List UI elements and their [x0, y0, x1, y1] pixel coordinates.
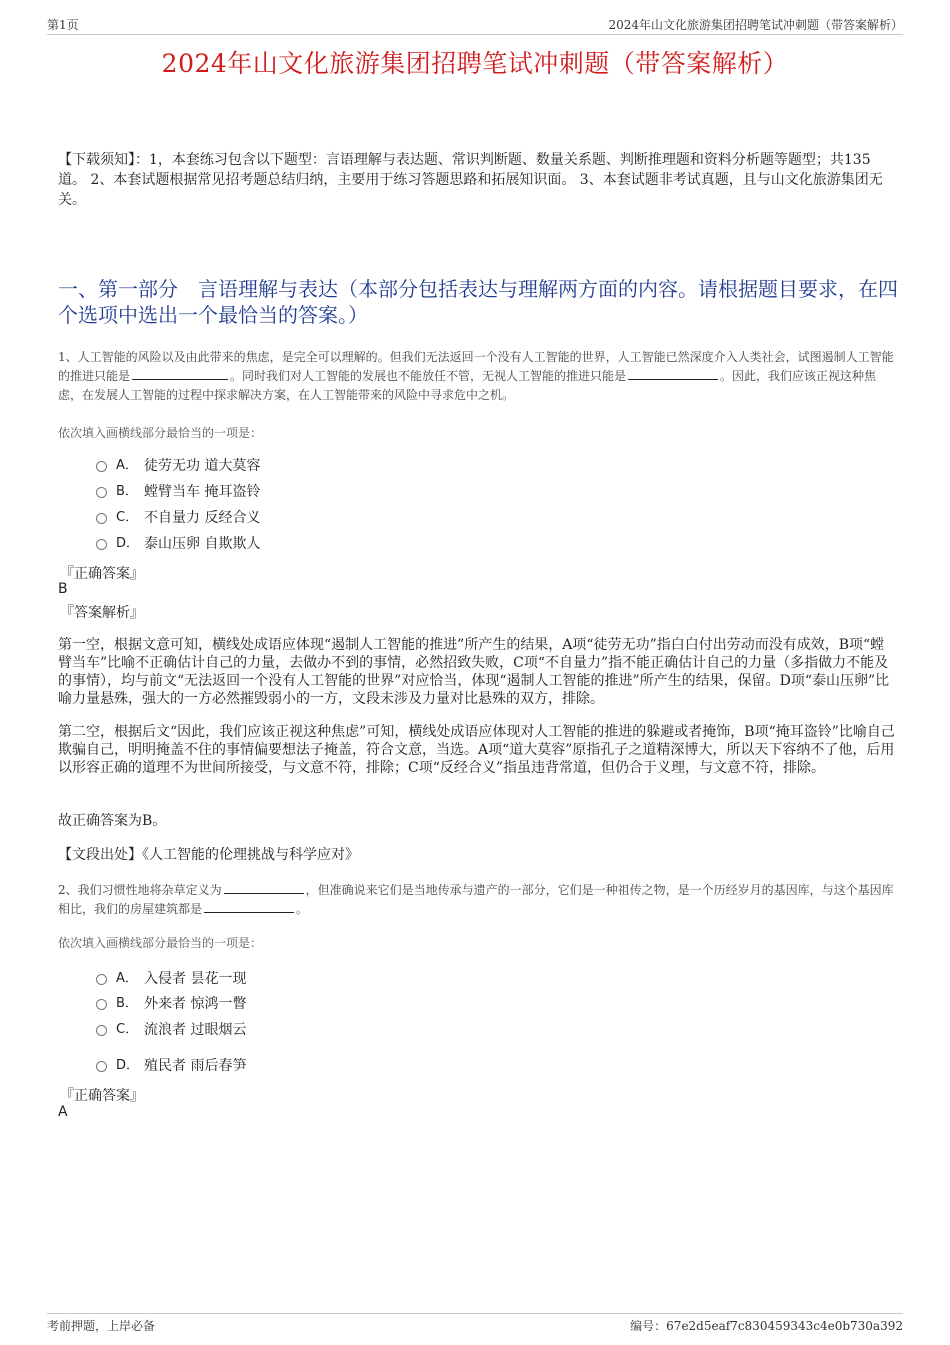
passage-source: 【文段出处】《人工智能的伦理挑战与科学应对》 [58, 847, 359, 863]
question-1-part-c: 。因此，我们应该正视这种焦虑，在发展人工智能的过程中探求解决方案，在人工智能带来的风险中寻求危中之机。 [58, 369, 877, 402]
option-text: 螳臂当车 掩耳盗铃 [144, 484, 261, 500]
analysis-paragraph-2: 第二空，根据后文“因此，我们应该正视这种焦虑”可知，横线处成语应体现对人工智能的推进的躲避或者掩饰，B项“掩耳盗铃”比喻自己欺骗自己，明明掩盖不住的事情偏要想法子掩盖，符合文意，当选。A项“道大莫容”原指孔子之道精深博大，所以天下容纳不了他，后用以形容正确的道理不为世间所接受，与文意不符，排除；C项“反经合义”指虽违背常道，但仍合于义理，与文意不符，排除。 [58, 724, 895, 776]
fill-blank [204, 901, 294, 913]
question-2-part-b: ，但准确说来它们是当地传承与遗产的一部分，它们是一种祖传之物，是一个历经岁月的基因库，与这个基因库相比，我们的房屋建筑都是 [58, 883, 894, 916]
correct-answer-label: 『正确答案』 [60, 566, 144, 582]
option-text: 殖民者 雨后春笋 [144, 1058, 247, 1074]
correct-answer: B [58, 581, 68, 597]
page-number: 第1页 [47, 18, 79, 32]
radio-icon[interactable] [96, 1025, 107, 1036]
option-letter: D． [116, 536, 140, 551]
analysis-conclusion: 故正确答案为B。 [58, 813, 167, 829]
option-letter: A． [116, 971, 138, 986]
question-2-part-c: 。 [296, 902, 309, 916]
option-text: 流浪者 过眼烟云 [144, 1022, 247, 1038]
fill-blank [224, 882, 304, 894]
page-header [47, 14, 903, 35]
question-2-part-a: 2、我们习惯性地将杂草定义为 [58, 883, 222, 897]
question-1-part-b: 。同时我们对人工智能的发展也不能放任不管，无视人工智能的推进只能是 [230, 369, 627, 383]
option-letter: D． [116, 1058, 140, 1073]
option-letter: B． [116, 996, 138, 1011]
question-1-part-a: 1、人工智能的风险以及由此带来的焦虑，是完全可以理解的。但我们无法返回一个没有人工智能的世界，人工智能已然深度介入人类社会，试图遏制人工智能的推进只能是 [58, 350, 894, 383]
document-title: 2024年山文化旅游集团招聘笔试冲刺题（带答案解析） [161, 49, 789, 78]
question-1-text [58, 348, 898, 405]
option-letter: A． [116, 458, 138, 473]
radio-icon[interactable] [96, 487, 107, 498]
option-text: 泰山压卵 自欺欺人 [144, 536, 261, 552]
download-notice: 【下载须知】：1，本套练习包含以下题型：言语理解与表达题、常识判断题、数量关系题、判断推理题和资料分析题等题型；共135道。 2、本套试题根据常见招考题总结归纳，主要用于练习答题思路和拓展知识面。 3、本套试题非考试真题，且与山文化旅游集团无关。 [58, 152, 883, 208]
footer-slogan: 考前押题，上岸必备 [47, 1319, 156, 1333]
question-2-hint: 依次填入画横线部分最恰当的一项是： [58, 936, 263, 950]
question-1-hint: 依次填入画横线部分最恰当的一项是： [58, 426, 263, 440]
question-2-option-d[interactable] [96, 1056, 246, 1076]
radio-icon[interactable] [96, 539, 107, 550]
option-text: 不自量力 反经合义 [144, 510, 261, 526]
question-2-option-c[interactable] [96, 1020, 246, 1040]
question-1-option-b[interactable] [96, 482, 260, 502]
fill-blank [628, 368, 718, 380]
radio-icon[interactable] [96, 1061, 107, 1072]
question-1-option-a[interactable] [96, 456, 260, 476]
option-letter: B． [116, 484, 138, 499]
question-1-option-c[interactable] [96, 508, 260, 528]
option-text: 外来者 惊鸿一瞥 [144, 996, 247, 1012]
fill-blank [132, 368, 228, 380]
option-letter: C． [116, 510, 139, 525]
question-2-option-b[interactable] [96, 994, 246, 1014]
correct-answer: A [58, 1104, 68, 1120]
analysis-label: 『答案解析』 [60, 605, 144, 621]
header-doc-title: 2024年山文化旅游集团招聘笔试冲刺题（带答案解析） [608, 18, 903, 32]
radio-icon[interactable] [96, 974, 107, 985]
radio-icon[interactable] [96, 999, 107, 1010]
page-footer [47, 1313, 903, 1336]
option-letter: C． [116, 1022, 139, 1037]
section-heading: 一、第一部分 言语理解与表达（本部分包括表达与理解两方面的内容。请根据题目要求，在四个选项中选出一个最恰当的答案。） [58, 277, 898, 327]
question-2-option-a[interactable] [96, 969, 246, 989]
correct-answer-label: 『正确答案』 [60, 1088, 144, 1104]
radio-icon[interactable] [96, 461, 107, 472]
option-text: 入侵者 昙花一现 [144, 971, 247, 987]
question-2-text [58, 881, 898, 919]
radio-icon[interactable] [96, 513, 107, 524]
question-1-option-d[interactable] [96, 534, 260, 554]
option-text: 徒劳无功 道大莫容 [144, 458, 261, 474]
analysis-paragraph-1: 第一空，根据文意可知，横线处成语应体现“遏制人工智能的推进”所产生的结果，A项“徒劳无功”指白白付出劳动而没有成效，B项“螳臂当车”比喻不正确估计自己的力量，去做办不到的事情，必然招致失败，C项“不自量力”指不能正确估计自己的力量（多指做力不能及的事情），均与前文“无法返回一个没有人工智能的世界”对应恰当，体现“遏制人工智能的推进”所产生的结果，保留。D项“泰山压卵”比喻力量悬殊，强大的一方必然摧毁弱小的一方，文段未涉及力量对比悬殊的双方，排除。 [58, 637, 890, 707]
footer-serial: 编号：67e2d5eaf7c830459343c4e0b730a392 [630, 1319, 903, 1333]
